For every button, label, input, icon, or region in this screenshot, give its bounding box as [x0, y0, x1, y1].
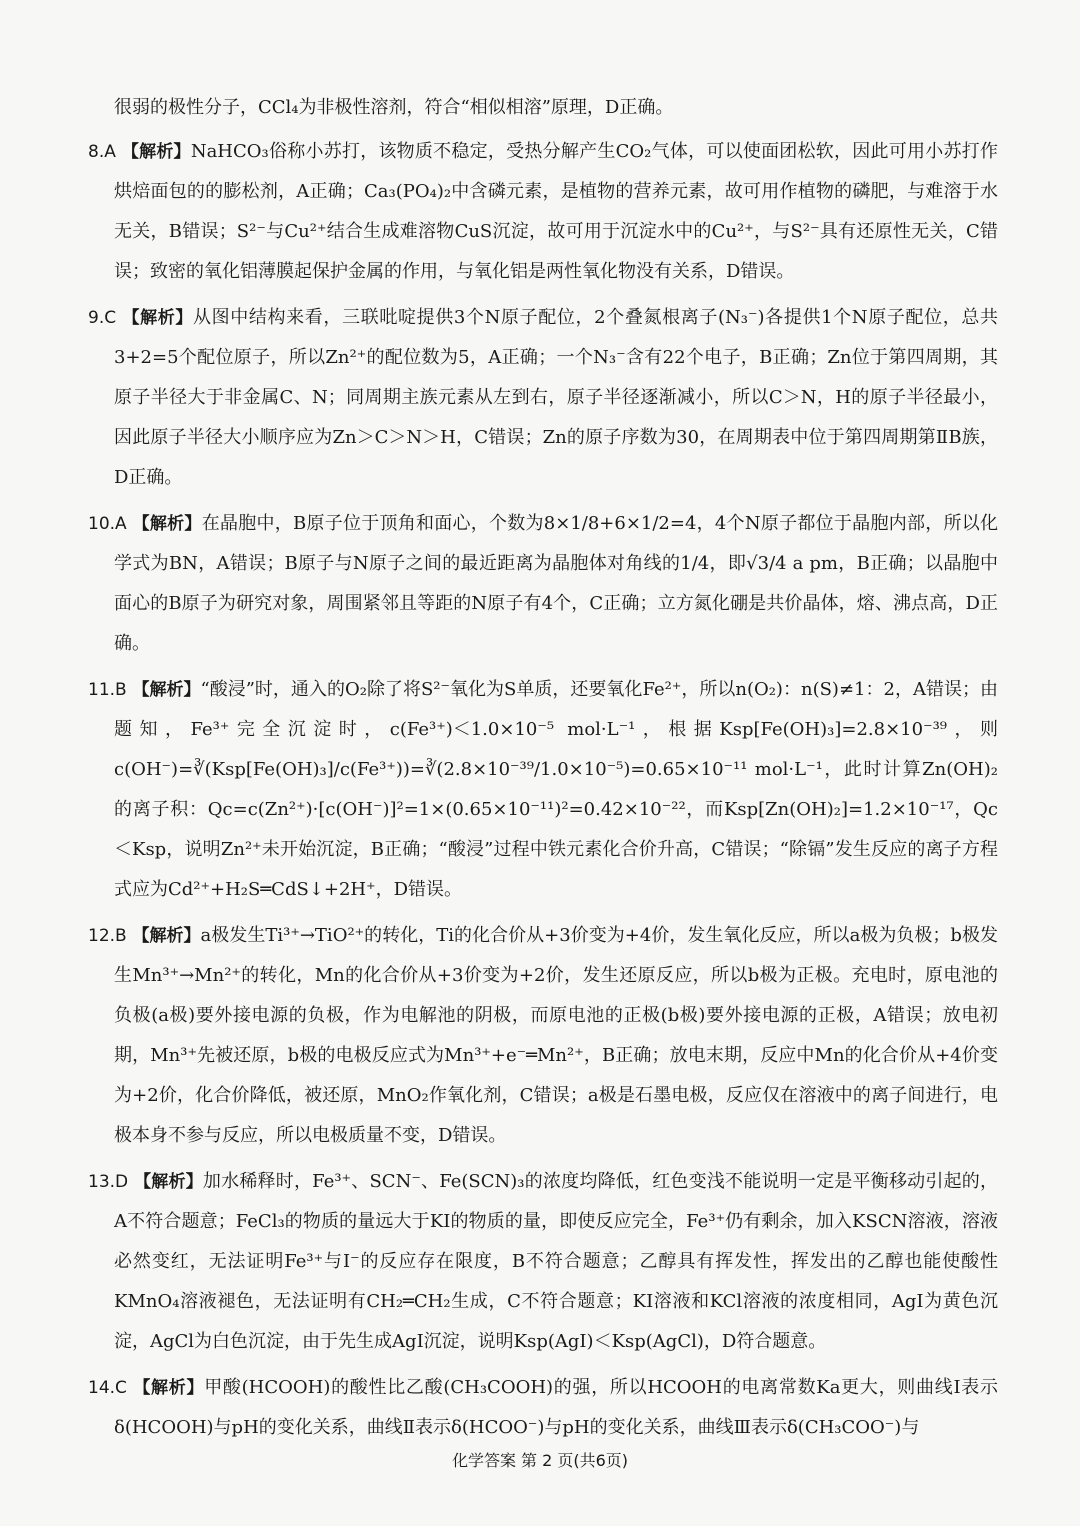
answer-content: [88, 88, 998, 1454]
answer-text: 加水稀释时，Fe³⁺、SCN⁻、Fe(SCN)₃的浓度均降低，红色变浅不能说明一定是平衡移动引起的，A不符合题意；FeCl₃的物质的量远大于KI的物质的量，即使反应完全，Fe³⁺仍有剩余，加入KSCN溶液，溶液必然变红，无法证明Fe³⁺与I⁻的反应存在限度，B不符合题意；乙醇具有挥发性，挥发出的乙醇也能使酸性KMnO₄溶液褪色，无法证明有CH₂═CH₂生成，C不符合题意；KI溶液和KCl溶液的浓度相同，AgI为黄色沉淀，AgCl为白色沉淀，由于先生成AgI沉淀，说明Ksp(AgI)＜Ksp(AgCl)，D符合题意。: [114, 1171, 998, 1352]
answer-item-9: [88, 298, 998, 498]
lead-paragraph: 很弱的极性分子，CCl₄为非极性溶剂，符合“相似相溶”原理，D正确。: [114, 97, 674, 118]
answer-item-11: [88, 670, 998, 910]
analysis-tag: 【解析】: [132, 926, 201, 946]
analysis-tag: 【解析】: [121, 142, 191, 162]
answer-text: NaHCO₃俗称小苏打，该物质不稳定，受热分解产生CO₂气体，可以使面团松软，因此可用小苏打作烘焙面包的的膨松剂，A正确；Ca₃(PO₄)₂中含磷元素，是植物的营养元素，故可用作植物的磷肥，与难溶于水无关，B错误；S²⁻与Cu²⁺结合生成难溶物CuS沉淀，故可用于沉淀水中的Cu²⁺，与S²⁻具有还原性无关，C错误；致密的氧化铝薄膜起保护金属的作用，与氧化铝是两性氧化物没有关系，D错误。: [114, 141, 998, 282]
analysis-tag: 【解析】: [132, 514, 202, 534]
analysis-tag: 【解析】: [132, 680, 201, 700]
answer-number: 8.A: [88, 142, 116, 162]
answer-item-8: [88, 132, 998, 292]
answer-text: a极发生Ti³⁺→TiO²⁺的转化，Ti的化合价从+3价变为+4价，发生氧化反应，所以a极为负极；b极发生Mn³⁺→Mn²⁺的转化，Mn的化合价从+3价变为+2价，发生还原反应，所以b极为正极。充电时，原电池的负极(a极)要外接电源的负极，作为电解池的阴极，而原电池的正极(b极)要外接电源的正极，A错误；放电初期，Mn³⁺先被还原，b极的电极反应式为Mn³⁺+e⁻═Mn²⁺，B正确；放电末期，反应中Mn的化合价从+4价变为+2价，化合价降低，被还原，MnO₂作氧化剂，C错误；a极是石墨电极，反应仅在溶液中的离子间进行，电极本身不参与反应，所以电极质量不变，D错误。: [114, 925, 998, 1146]
analysis-tag: 【解析】: [133, 1378, 205, 1398]
answer-number: 10.A: [88, 514, 127, 534]
analysis-tag: 【解析】: [122, 308, 193, 328]
page-footer: 化学答案 第 2 页(共6页): [451, 1451, 629, 1470]
answer-text: 从图中结构来看，三联吡啶提供3个N原子配位，2个叠氮根离子(N₃⁻)各提供1个N原子配位，总共3+2=5个配位原子，所以Zn²⁺的配位数为5，A正确；一个N₃⁻含有22个电子，B正确；Zn位于第四周期，其原子半径大于非金属C、N；同周期主族元素从左到右，原子半径逐渐减小，所以C＞N，H的原子半径最小，因此原子半径大小顺序应为Zn＞C＞N＞H，C错误；Zn的原子序数为30，在周期表中位于第四周期第ⅡB族，D正确。: [114, 307, 998, 488]
answer-number: 13.D: [88, 1172, 129, 1192]
answer-text: 在晶胞中，B原子位于顶角和面心，个数为8×1/8+6×1/2=4，4个N原子都位于晶胞内部，所以化学式为BN，A错误；B原子与N原子之间的最近距离为晶胞体对角线的1/4，即√3/4 a pm，B正确；以晶胞中面心的B原子为研究对象，周围紧邻且等距的N原子有4个，C正确；立方氮化硼是共价晶体，熔、沸点高，D正确。: [114, 513, 998, 654]
answer-number: 11.B: [88, 680, 127, 700]
answer-text: “酸浸”时，通入的O₂除了将S²⁻氧化为S单质，还要氧化Fe²⁺，所以n(O₂)：n(S)≠1：2，A错误；由题知，Fe³⁺完全沉淀时，c(Fe³⁺)＜1.0×10⁻⁵ mol·L⁻¹，根据Ksp[Fe(OH)₃]=2.8×10⁻³⁹，则c(OH⁻)=∛(Ksp[Fe(OH)₃]/c(Fe³⁺))=∛(2.8×10⁻³⁹/1.0×10⁻⁵)=0.65×10⁻¹¹ mol·L⁻¹，此时计算Zn(OH)₂的离子积：Qc=c(Zn²⁺)·[c(OH⁻)]²=1×(0.65×10⁻¹¹)²=0.42×10⁻²²，而Ksp[Zn(OH)₂]=1.2×10⁻¹⁷，Qc＜Ksp，说明Zn²⁺未开始沉淀，B正确；“酸浸”过程中铁元素化合价升高，C错误；“除镉”发生反应的离子方程式应为Cd²⁺+H₂S═CdS↓+2H⁺，D错误。: [114, 679, 998, 900]
analysis-tag: 【解析】: [134, 1172, 203, 1192]
answer-text: 甲酸(HCOOH)的酸性比乙酸(CH₃COOH)的强，所以HCOOH的电离常数Ka更大，则曲线Ⅰ表示δ(HCOOH)与pH的变化关系，曲线Ⅱ表示δ(HCOO⁻)与pH的变化关系，曲线Ⅲ表示δ(CH₃COO⁻)与: [114, 1377, 998, 1438]
answer-item-13: [88, 1162, 998, 1362]
answer-item-10: [88, 504, 998, 664]
answer-number: 14.C: [88, 1378, 127, 1398]
answer-item-14: [88, 1368, 998, 1448]
answer-number: 9.C: [88, 308, 117, 328]
answer-number: 12.B: [88, 926, 127, 946]
answer-item-12: [88, 916, 998, 1156]
